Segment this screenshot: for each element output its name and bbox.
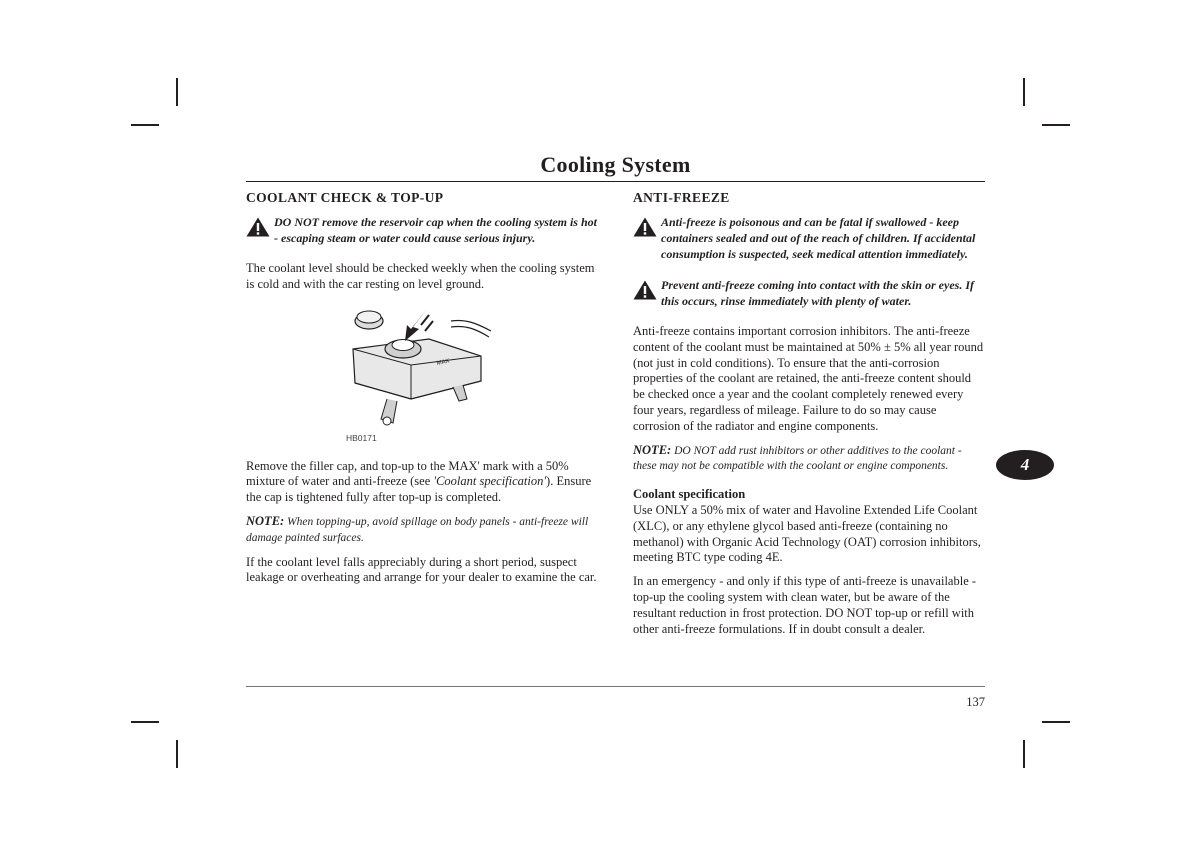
warning-triangle-icon <box>246 217 270 237</box>
note-text: DO NOT add rust inhibitors or other additives to the coolant - these may not be compatible with the coolant or engine components. <box>633 444 962 473</box>
page-title: Cooling System <box>540 152 691 177</box>
title-divider <box>246 181 985 182</box>
warning-text: Anti-freeze is poisonous and can be fatal if swallowed - keep containers sealed and out of the reach of children. If accidental consumption is suspected, seek medical attention immediately. <box>661 215 976 261</box>
crop-mark <box>131 124 159 126</box>
warning-block <box>633 214 985 262</box>
figure-caption: HB0171 <box>346 432 377 443</box>
paragraph: The coolant level should be checked weekly when the cooling system is cold and with the car resting on level ground. <box>246 261 595 291</box>
warning-block <box>246 214 598 246</box>
note-text: When topping-up, avoid spillage on body panels - anti-freeze will damage painted surfaces. <box>246 515 589 544</box>
page-number: 137 <box>966 695 985 709</box>
section-heading-anti-freeze: ANTI-FREEZE <box>633 190 730 205</box>
paragraph <box>246 459 598 506</box>
cross-reference: 'Coolant specification' <box>433 474 547 489</box>
coolant-reservoir-illustration <box>341 301 501 431</box>
chapter-tab: 4 <box>996 450 1054 480</box>
warning-triangle-icon <box>633 217 657 237</box>
paragraph-text: Remove the filler cap, and top-up to the MAX' mark with a 50% mixture of water and anti-freeze (see <box>246 458 569 489</box>
note <box>246 514 598 547</box>
paragraph: In an emergency - and only if this type of anti-freeze is unavailable - top-up the cooling system with clean water, but be aware of the resultant reduction in frost protection. DO NOT top-up or refill with other anti-freeze formulations. If in doubt consult a dealer. <box>633 574 977 636</box>
section-heading-coolant-check: COOLANT CHECK & TOP-UP <box>246 190 444 205</box>
paragraph: Use ONLY a 50% mix of water and Havoline Extended Life Coolant (XLC), or any ethylene glycol based anti-freeze (containing no methanol) with Organic Acid Technology (OAT) corrosion inhibitors, meeting BTC type coding 4E. <box>633 502 981 565</box>
svg-text:MAX: MAX <box>436 357 451 367</box>
paragraph: Anti-freeze contains important corrosion inhibitors. The anti-freeze content of the coolant must be maintained at 50% ± 5% all year round (not just in cold conditions). To ensure that the anti-corrosion properties of the coolant are retained, the anti-freeze content should be checked once a year and the coolant completely renewed every four years, regardless of mileage. Failure to do so may cause corrosion of the radiator and engine components. <box>633 324 984 433</box>
paragraph: If the coolant level falls appreciably during a short period, suspect leakage or overheating and arrange for your dealer to examine the car. <box>246 554 597 585</box>
note <box>633 443 985 476</box>
warning-block <box>633 277 985 309</box>
crop-mark <box>1023 740 1025 768</box>
crop-mark <box>176 78 178 106</box>
crop-mark <box>1042 721 1070 723</box>
crop-mark <box>131 721 159 723</box>
footer-divider <box>246 686 985 687</box>
crop-mark <box>1023 78 1025 106</box>
note-label: NOTE: <box>246 513 285 528</box>
figure-coolant-reservoir <box>246 301 598 451</box>
paragraph-text: ). Ensure the cap is tightened fully after top-up is completed. <box>246 474 592 505</box>
crop-mark <box>176 740 178 768</box>
sub-heading-coolant-specification: Coolant specification <box>633 487 746 502</box>
warning-text: Prevent anti-freeze coming into contact with the skin or eyes. If this occurs, rinse immediately with plenty of water. <box>661 278 974 308</box>
warning-lead: DO NOT <box>274 215 319 229</box>
crop-mark <box>1042 124 1070 126</box>
warning-triangle-icon <box>633 280 657 300</box>
warning-text: remove the reservoir cap when the cooling system is hot - escaping steam or water could cause serious injury. <box>274 215 597 245</box>
right-column <box>633 190 985 645</box>
left-column <box>246 190 598 594</box>
note-label: NOTE: <box>633 442 672 457</box>
